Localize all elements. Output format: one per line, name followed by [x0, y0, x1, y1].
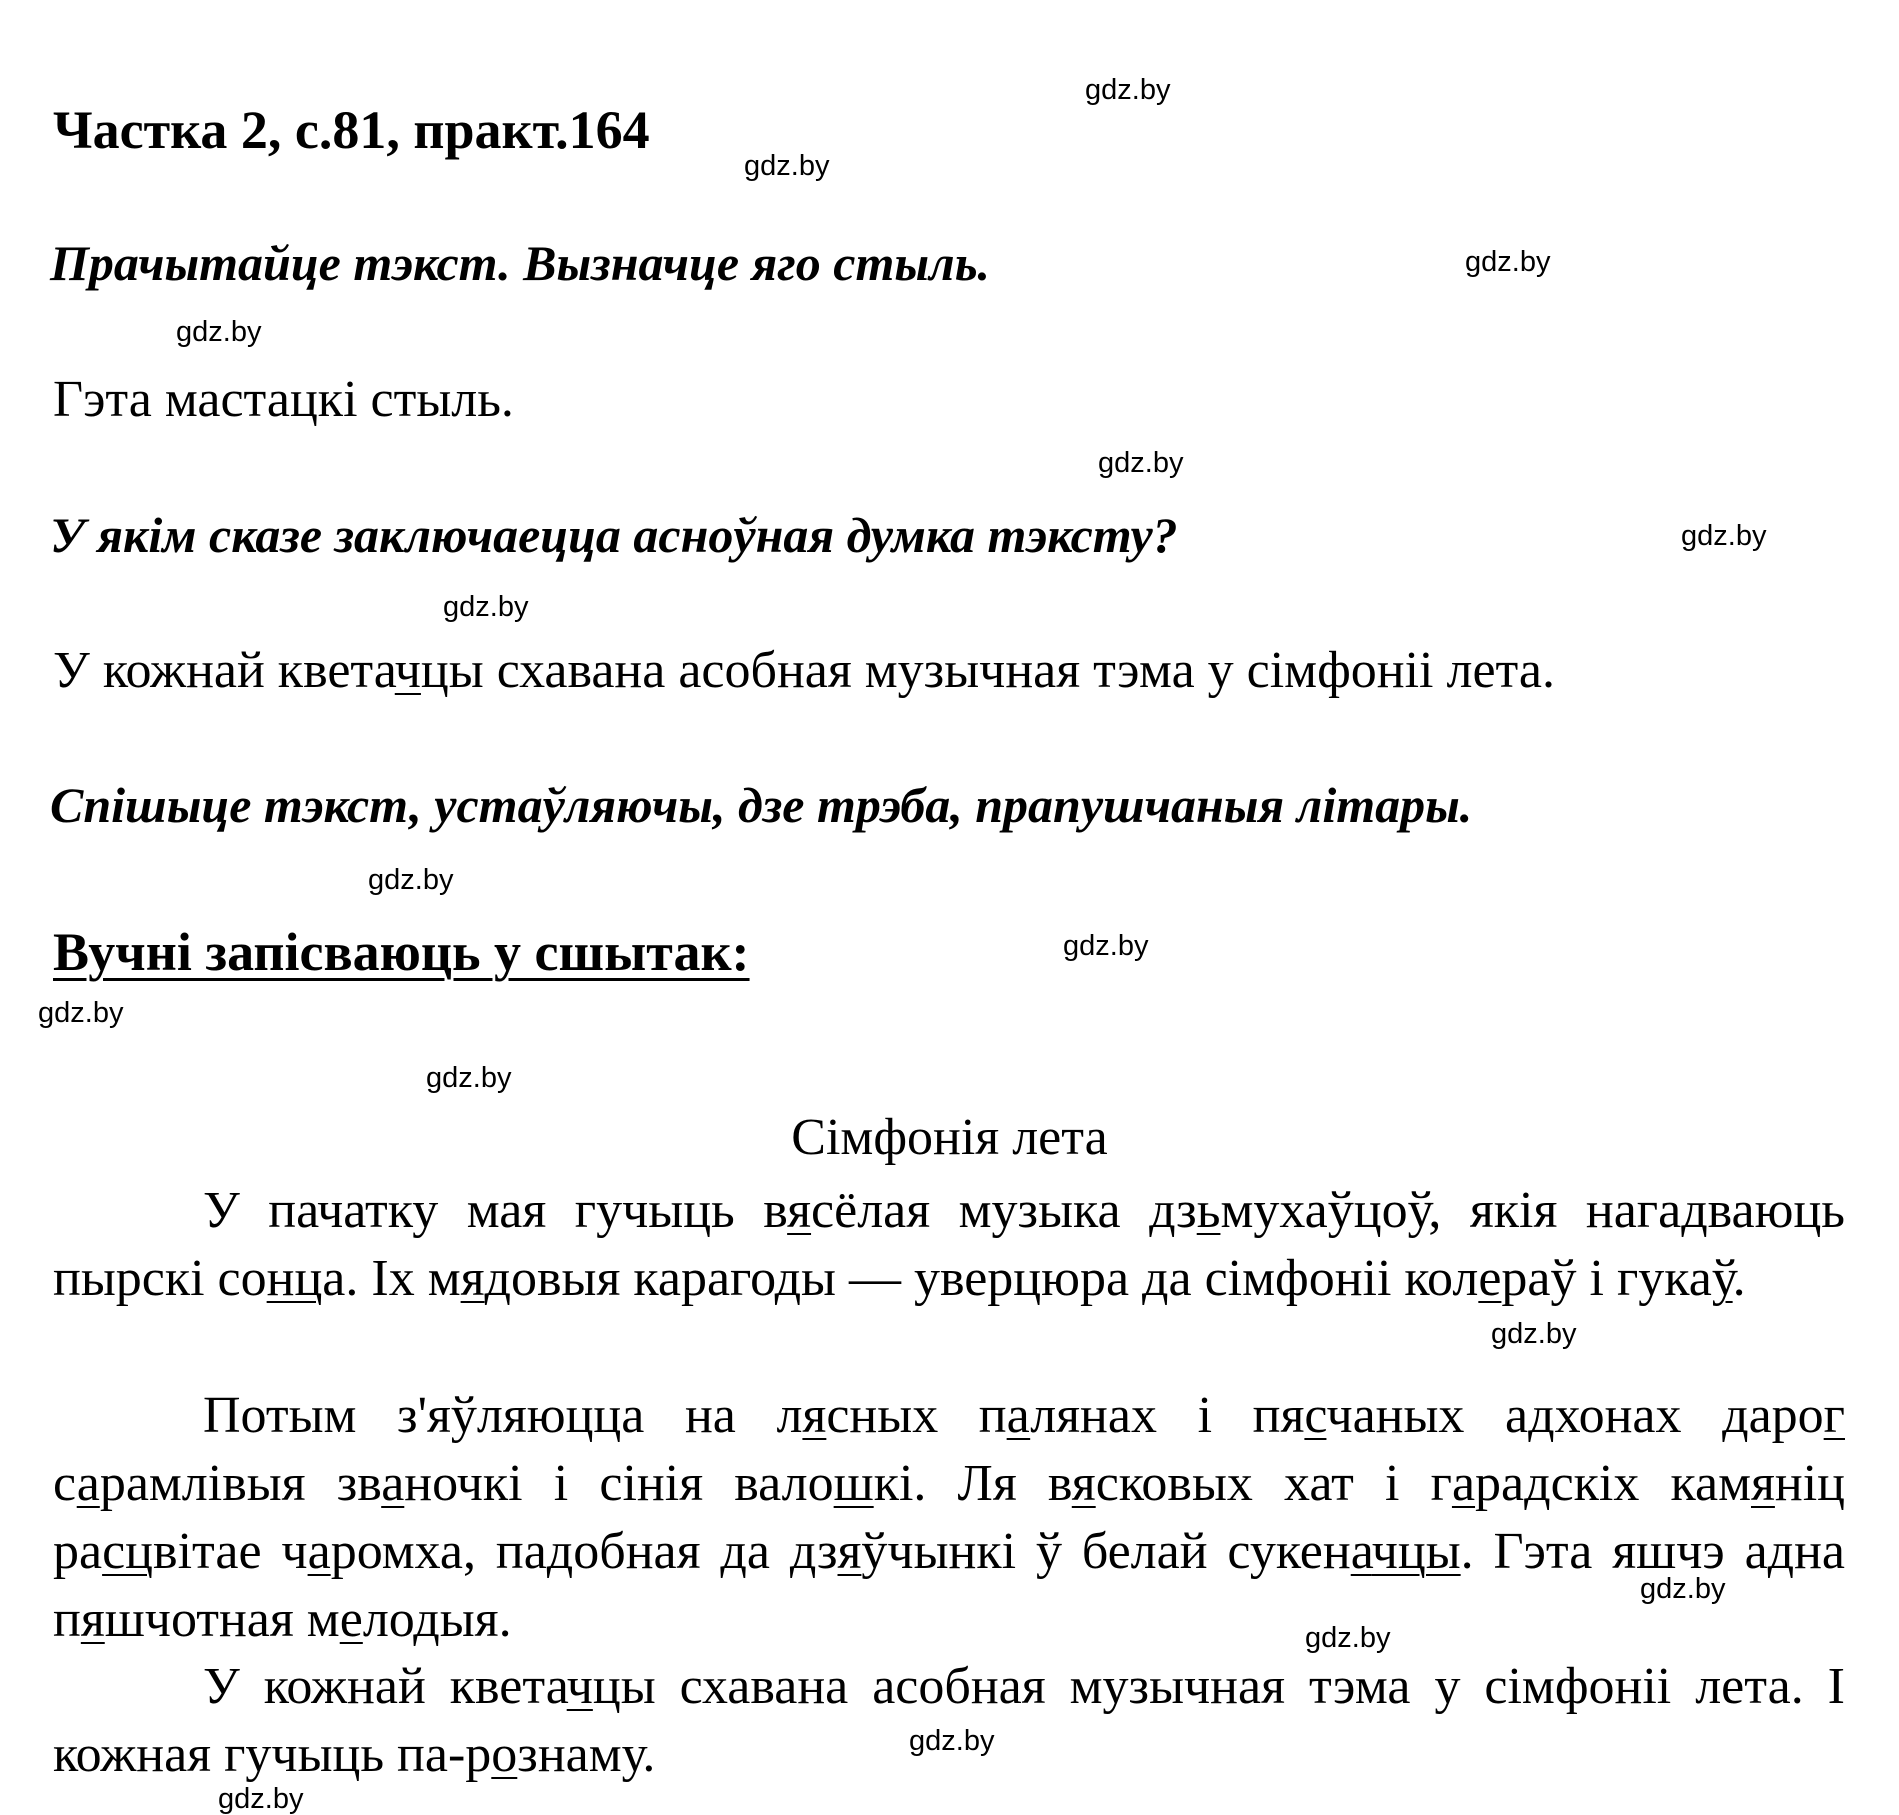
text-segment: . Гэта яшчэ адна п [53, 1523, 1846, 1648]
task-2-answer [53, 638, 1555, 704]
underlined-letter: я [1071, 1455, 1096, 1512]
underlined-letter: с [1304, 1387, 1327, 1444]
watermark: gdz.by [744, 150, 830, 182]
underlined-letter: ў [1711, 1250, 1733, 1307]
text-segment: мухаўцоў, якія нагадваюць пырскі со [53, 1182, 1845, 1307]
watermark: gdz.by [1491, 1318, 1577, 1350]
underlined-letter: чцы [1371, 1523, 1461, 1580]
underlined-letter: о [491, 1726, 518, 1783]
underlined-letter: г [1823, 1387, 1845, 1444]
underlined-letter: а [1006, 1387, 1031, 1444]
watermark: gdz.by [1063, 930, 1149, 962]
task-1-question: Прачытайце тэкст. Вызначце яго стыль. [50, 235, 991, 291]
underlined-letter: е [1478, 1250, 1502, 1307]
text-title: Сімфонія лета [791, 1109, 1108, 1166]
underlined-letter: а [381, 1455, 405, 1512]
underlined-letter: а [76, 1455, 100, 1512]
text-paragraph-1 [53, 1177, 1845, 1313]
watermark: gdz.by [1085, 74, 1171, 106]
text-segment: рамлівыя зв [99, 1455, 382, 1512]
underlined-letter: я [80, 1591, 105, 1648]
task-2-answer-part: цы схавана асобная музычная тэма у сімфоніі лета. [420, 642, 1555, 699]
text-segment: довыя карагоды — уверцюра да сімфоніі кол [484, 1250, 1479, 1307]
underlined-letter: я [1750, 1455, 1775, 1512]
text-segment: а. Іх м [322, 1250, 461, 1307]
watermark: gdz.by [176, 316, 262, 348]
underlined-letter: нц [266, 1250, 323, 1307]
watermark: gdz.by [368, 864, 454, 896]
underlined-letter: я [802, 1387, 827, 1444]
text-segment: У пачатку мая гучыць в [203, 1182, 788, 1239]
watermark: gdz.by [1681, 520, 1767, 552]
text-segment: раў і гука [1501, 1250, 1712, 1307]
watermark: gdz.by [1305, 1622, 1391, 1654]
underlined-letter: я [460, 1250, 485, 1307]
text-paragraph-2 [53, 1382, 1845, 1654]
text-segment: чаных адхонах даро [1326, 1387, 1824, 1444]
watermark: gdz.by [443, 591, 529, 623]
text-segment: радскіх кам [1475, 1455, 1751, 1512]
text-segment: ромха, падобная да дз [330, 1523, 838, 1580]
task-2-answer-part: У кожнай квета [53, 642, 395, 699]
text-segment: ўчынкі ў белай сукен [861, 1523, 1351, 1580]
text-segment: сковых хат і г [1095, 1455, 1452, 1512]
watermark: gdz.by [1640, 1573, 1726, 1605]
watermark: gdz.by [1098, 447, 1184, 479]
underlined-letter: сц [102, 1523, 154, 1580]
page-title: Частка 2, с.81, практ.164 [53, 100, 650, 160]
underlined-letter: я [837, 1523, 862, 1580]
watermark: gdz.by [38, 997, 124, 1029]
underlined-letter: а [1350, 1523, 1372, 1580]
underlined-letter: а [1451, 1455, 1476, 1512]
watermark: gdz.by [909, 1725, 995, 1757]
watermark: gdz.by [218, 1783, 304, 1815]
watermark: gdz.by [1465, 246, 1551, 278]
text-segment: . [1732, 1250, 1746, 1307]
text-segment: лянах і пя [1030, 1387, 1305, 1444]
text-segment: сёлая музыка дз [811, 1182, 1197, 1239]
text-segment: кі. Ля в [873, 1455, 1072, 1512]
text-segment: ніц ра [53, 1455, 1846, 1580]
text-segment: У кожнай квета [203, 1658, 567, 1715]
text-segment: знаму. [517, 1726, 656, 1783]
underlined-letter: ь [1196, 1182, 1221, 1239]
text-paragraph-3 [53, 1653, 1845, 1789]
text-segment: вітае ч [153, 1523, 308, 1580]
underlined-letter: е [339, 1591, 363, 1648]
task-1-answer: Гэта мастацкі стыль. [53, 371, 514, 428]
text-segment: лодыя. [362, 1591, 512, 1648]
underlined-letter: ч [566, 1658, 593, 1715]
underlined-letter: я [787, 1182, 812, 1239]
text-segment: шчотная м [104, 1591, 340, 1648]
text-segment: сных п [826, 1387, 1007, 1444]
text-segment: цы схавана асобная музычная тэма у сімфоніі лета. І кожная гучыць па-р [53, 1658, 1845, 1783]
task-2-answer-underlined-letter: ч [394, 642, 421, 699]
text-segment: с [53, 1455, 77, 1512]
underlined-letter: ш [833, 1455, 874, 1512]
text-segment: ночкі і сінія вало [404, 1455, 834, 1512]
text-segment: Потым з'яўляюцца на л [203, 1387, 803, 1444]
watermark: gdz.by [426, 1062, 512, 1094]
task-3-question: Спішыце тэкст, устаўляючы, дзе трэба, прапушчаныя літары. [50, 777, 1473, 833]
notebook-heading: Вучні запісваюць у сшытак: [53, 922, 750, 982]
task-2-question: У якім сказе заключаецца асноўная думка тэксту? [50, 507, 1178, 563]
underlined-letter: а [307, 1523, 331, 1580]
